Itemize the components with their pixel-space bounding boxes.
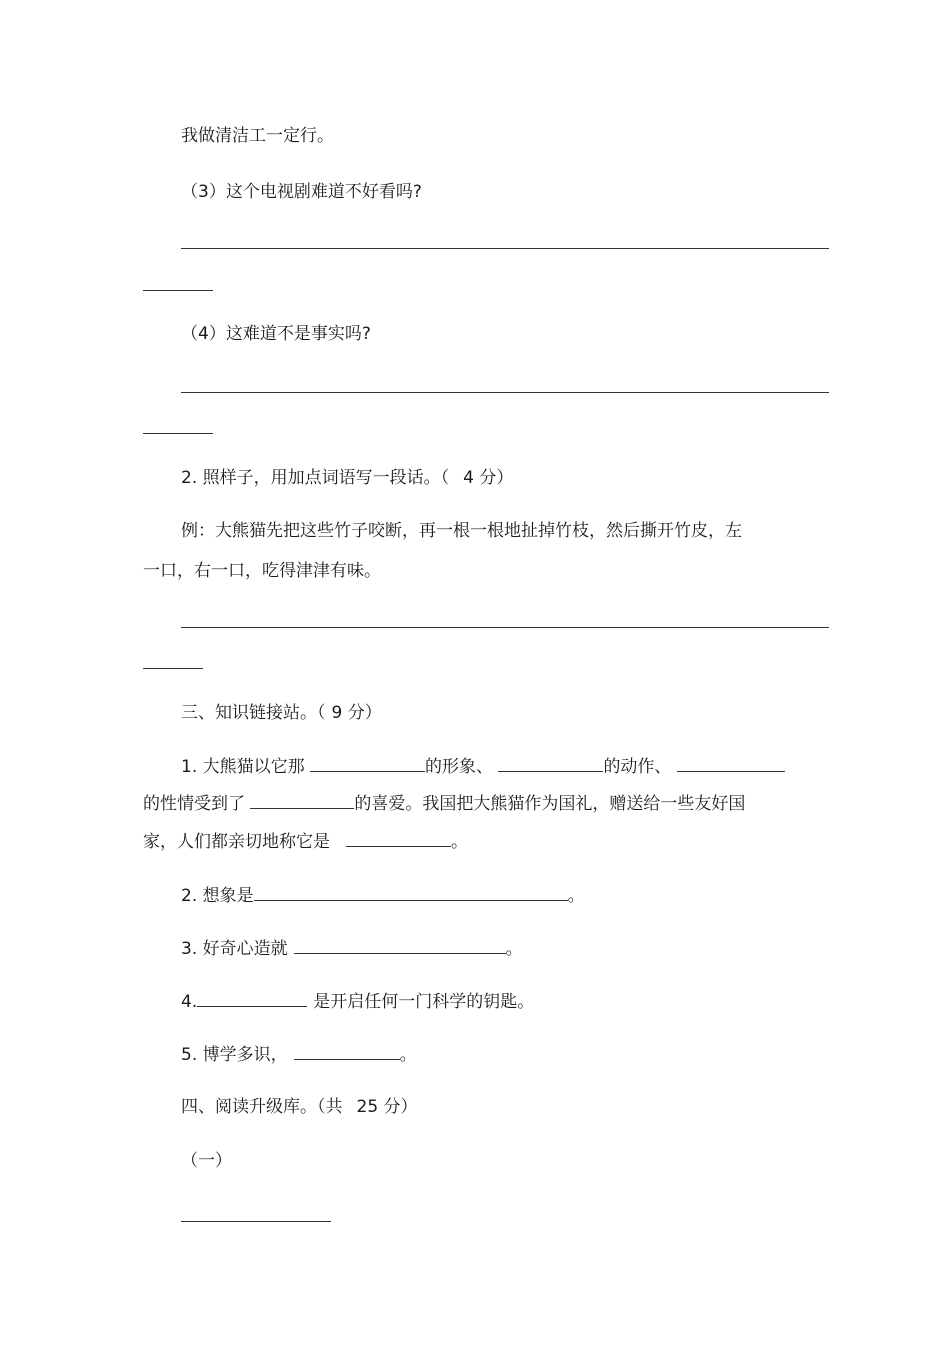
- s3q1-blank-4[interactable]: [250, 792, 354, 809]
- s3q2-text: 2. 想象是: [181, 886, 254, 906]
- section-3-q1-line2: [143, 792, 745, 815]
- question-2-title: [181, 467, 513, 489]
- s3q2-end: 。: [567, 886, 585, 906]
- s3q1-blank-1[interactable]: [310, 755, 425, 772]
- s3q1-text-3: 的动作、: [603, 757, 672, 777]
- s3q5-end: 。: [399, 1045, 417, 1065]
- section-3-q5: [181, 1043, 417, 1066]
- s3q1-text-1: 1. 大熊猫以它那: [181, 757, 305, 777]
- s3q3-end: 。: [505, 939, 523, 959]
- s3q4-blank[interactable]: [197, 990, 307, 1007]
- s3q1-blank-3[interactable]: [677, 755, 785, 772]
- s3q5-blank[interactable]: [294, 1043, 400, 1060]
- section-3-q3: [181, 937, 523, 960]
- answer-line-1-3-tail[interactable]: [143, 290, 213, 291]
- s3q1-blank-5[interactable]: [346, 830, 451, 847]
- s3q3-text: 3. 好奇心造就: [181, 939, 288, 959]
- s3q1-text-2: 的形象、: [425, 757, 494, 777]
- s3q1-text-4: 的性情受到了: [143, 794, 245, 814]
- s3q3-blank[interactable]: [294, 937, 506, 954]
- s3q1-text-6: 家，人们都亲切地称它是: [143, 832, 330, 852]
- answer-line-1-4-tail[interactable]: [143, 433, 213, 434]
- s3q2-blank[interactable]: [254, 884, 568, 901]
- answer-line-2[interactable]: [181, 627, 829, 628]
- section-4-prefix: 四、阅读升级库。（共: [181, 1097, 343, 1117]
- q1-tail-text: 我做清洁工一定行。: [181, 126, 334, 146]
- section-3-q1-line3: [143, 830, 468, 853]
- answer-line-1-3[interactable]: [181, 248, 829, 249]
- question-2-example-line1: 例：大熊猫先把这些竹子咬断，再一根一根地扯掉竹枝，然后撕开竹皮，左: [181, 521, 742, 541]
- answer-line-1-4[interactable]: [181, 392, 829, 393]
- question-1-4: （4）这难道不是事实吗?: [181, 324, 371, 344]
- section-4-points: 25 分）: [356, 1097, 418, 1117]
- s3q4-text: 4.: [181, 992, 198, 1012]
- section-4-title: [181, 1096, 418, 1118]
- section-3-title: [181, 702, 382, 724]
- section-3-q1-line1: [181, 755, 785, 778]
- question-2-example-line2: 一口，右一口，吃得津津有味。: [143, 561, 381, 581]
- s3q5-text: 5. 博学多识，: [181, 1045, 288, 1065]
- s3q1-blank-2[interactable]: [498, 755, 603, 772]
- section-3-points: 9 分）: [331, 703, 382, 723]
- section-3-q2: [181, 884, 585, 907]
- answer-line-section-4[interactable]: [181, 1221, 331, 1222]
- s3q4-suffix: 是开启任何一门科学的钥匙。: [313, 992, 535, 1012]
- section-3-q4: [181, 990, 534, 1013]
- question-2-prefix: 2. 照样子，用加点词语写一段话。（: [181, 468, 450, 488]
- question-2-points: 4 分）: [463, 468, 514, 488]
- question-1-3: （3）这个电视剧难道不好看吗?: [181, 182, 422, 202]
- answer-line-2-tail[interactable]: [143, 668, 203, 669]
- section-4-subtitle: （一）: [181, 1151, 232, 1171]
- s3q1-end: 。: [451, 832, 468, 852]
- section-3-prefix: 三、知识链接站。（: [181, 703, 326, 723]
- s3q1-text-5: 的喜爱。我国把大熊猫作为国礼，赠送给一些友好国: [354, 794, 746, 814]
